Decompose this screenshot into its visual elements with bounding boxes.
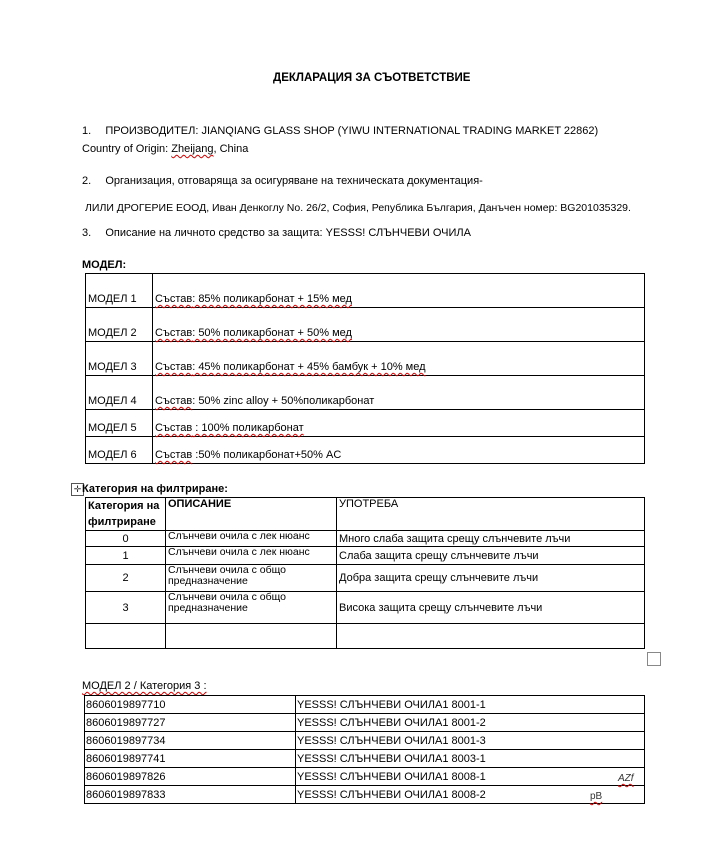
model-name: МОДЕЛ 1 — [86, 274, 153, 308]
country-of-origin — [82, 143, 248, 155]
codes-table — [84, 695, 645, 804]
model-name: МОДЕЛ 6 — [86, 437, 153, 464]
ean-code: 8606019897833 — [85, 786, 296, 804]
section-3-text: Описание на личното средство за защита: YESSS! СЛЪНЧЕВИ ОЧИЛА — [105, 227, 471, 239]
composition-value: : 45% поликарбонат + 45% бамбук + 10% мед — [192, 361, 426, 373]
ean-code: 8606019897727 — [85, 714, 296, 732]
header-category: Категория на филтриране — [86, 498, 166, 531]
model-composition — [153, 342, 645, 376]
composition-label: Състав — [155, 293, 193, 305]
composition-label: Състав — [155, 327, 193, 339]
table-row — [85, 714, 645, 732]
models-table — [85, 273, 645, 464]
model-composition — [153, 410, 645, 437]
table-row — [86, 410, 645, 437]
description-value: Слънчеви очила с лек нюанс — [166, 547, 337, 565]
table-row — [86, 565, 645, 592]
table-row — [85, 750, 645, 768]
composition-label: Състав — [155, 395, 193, 407]
table-row — [86, 531, 645, 547]
model-composition — [153, 274, 645, 308]
composition-label: Състав — [155, 422, 193, 434]
model-composition — [153, 376, 645, 410]
ean-code: 8606019897826 — [85, 768, 296, 786]
use-value: Слаба защита срещу слънчевите лъчи — [337, 547, 645, 565]
description-value: Слънчеви очила с общо предназначение — [166, 565, 337, 592]
product-name: YESSS! СЛЪНЧЕВИ ОЧИЛА1 8003-1 — [296, 750, 645, 768]
origin-prefix: Country of Origin: — [82, 143, 172, 155]
ean-code: 8606019897741 — [85, 750, 296, 768]
origin-region: Zheijang — [171, 143, 214, 155]
table-row-empty — [86, 624, 645, 649]
codes-heading — [82, 680, 207, 692]
section-1-number: 1. — [82, 125, 92, 137]
table-row — [86, 547, 645, 565]
model-composition — [153, 437, 645, 464]
model-name: МОДЕЛ 3 — [86, 342, 153, 376]
header-use: УПОТРЕБА — [337, 498, 645, 531]
table-row — [85, 786, 645, 804]
stray-mark: AZf — [618, 773, 634, 784]
section-1-text: ПРОИЗВОДИТЕЛ: JIANQIANG GLASS SHOP (YIWU INTERNATIONAL TRADING MARKET 22862) — [105, 125, 599, 137]
move-icon[interactable]: ✛ — [71, 483, 84, 496]
section-2-detail: ЛИЛИ ДРОГЕРИЕ ЕООД, Иван Денкоглу No. 26/2, София, Република България, Данъчен номер: BG201035329. — [85, 202, 631, 214]
table-row — [86, 342, 645, 376]
product-name: YESSS! СЛЪНЧЕВИ ОЧИЛА1 8001-3 — [296, 732, 645, 750]
empty-cell — [337, 624, 645, 649]
section-1 — [82, 125, 598, 137]
section-2 — [82, 175, 483, 187]
model-composition — [153, 308, 645, 342]
use-value: Добра защита срещу слънчевите лъчи — [337, 565, 645, 592]
table-row — [85, 696, 645, 714]
table-row — [86, 592, 645, 624]
use-value: Висока защита срещу слънчевите лъчи — [337, 592, 645, 624]
table-row — [85, 732, 645, 750]
models-heading: МОДЕЛ: — [82, 259, 127, 271]
table-row — [86, 274, 645, 308]
codes-heading-text: МОДЕЛ 2 / Категория 3 : — [82, 680, 207, 692]
use-value: Много слаба защита срещу слънчевите лъчи — [337, 531, 645, 547]
model-name: МОДЕЛ 4 — [86, 376, 153, 410]
table-row — [86, 437, 645, 464]
ean-code: 8606019897734 — [85, 732, 296, 750]
model-name: МОДЕЛ 2 — [86, 308, 153, 342]
composition-value: : 50% zinc alloy + 50%поликарбонат — [192, 395, 375, 407]
resize-handle-icon[interactable] — [647, 652, 661, 666]
table-row — [86, 308, 645, 342]
product-name: YESSS! СЛЪНЧЕВИ ОЧИЛА1 8001-1 — [296, 696, 645, 714]
document-title: ДЕКЛАРАЦИЯ ЗА СЪОТВЕТСТВИЕ — [273, 72, 471, 84]
product-name: YESSS! СЛЪНЧЕВИ ОЧИЛА1 8001-2 — [296, 714, 645, 732]
composition-value: :50% поликарбонат+50% AC — [192, 449, 342, 461]
filter-table — [85, 497, 645, 649]
section-3 — [82, 227, 471, 239]
section-2-number: 2. — [82, 175, 92, 187]
composition-value: : 85% поликарбонат + 15% мед — [192, 293, 352, 305]
table-header-row — [86, 498, 645, 531]
description-value: Слънчеви очила с общо предназначение — [166, 592, 337, 624]
composition-label: Състав — [155, 361, 193, 373]
table-row — [85, 768, 645, 786]
composition-value: : 50% поликарбонат + 50% мед — [192, 327, 352, 339]
header-description: ОПИСАНИЕ — [166, 498, 337, 531]
product-name: YESSS! СЛЪНЧЕВИ ОЧИЛА1 8008-1 — [296, 768, 645, 786]
section-3-number: 3. — [82, 227, 92, 239]
product-name: YESSS! СЛЪНЧЕВИ ОЧИЛА1 8008-2 — [296, 786, 645, 804]
description-value: Слънчеви очила с лек нюанс — [166, 531, 337, 547]
model-name: МОДЕЛ 5 — [86, 410, 153, 437]
category-value: 1 — [86, 547, 166, 565]
section-2-text: Организация, отговаряща за осигуряване на техническата документация- — [105, 175, 483, 187]
category-value: 2 — [86, 565, 166, 592]
filter-heading: Категория на филтриране: — [82, 483, 228, 495]
category-value: 0 — [86, 531, 166, 547]
empty-cell — [86, 624, 166, 649]
stray-mark: pB — [590, 791, 603, 802]
composition-label: Състав — [155, 449, 193, 461]
composition-value: : 100% поликарбонат — [192, 422, 304, 434]
origin-suffix: , China — [213, 143, 249, 155]
table-row — [86, 376, 645, 410]
category-value: 3 — [86, 592, 166, 624]
empty-cell — [166, 624, 337, 649]
ean-code: 8606019897710 — [85, 696, 296, 714]
